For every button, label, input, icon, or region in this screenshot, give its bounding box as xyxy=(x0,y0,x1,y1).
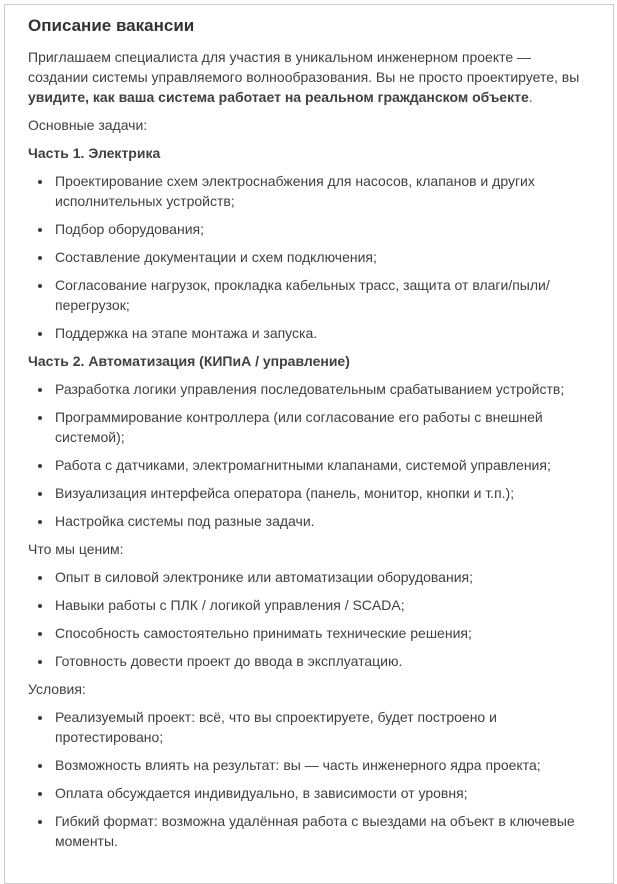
list-item: • Настройка системы под разные задачи. xyxy=(53,511,589,531)
values-label: Что мы ценим: xyxy=(28,541,124,557)
list-item: • Опыт в силовой электронике или автоматизации оборудования; xyxy=(53,567,589,587)
list-item: • Способность самостоятельно принимать технические решения; xyxy=(53,623,589,643)
list-item: • Составление документации и схем подключения; xyxy=(53,247,589,267)
intro-text: Приглашаем специалиста для участия в уникальном инженерном проекте — создании системы управляемого волнообразования. Вы не просто проектируете, вы xyxy=(28,49,580,85)
list-item: • Поддержка на этапе монтажа и запуска. xyxy=(53,323,589,343)
conditions-list xyxy=(28,707,589,851)
list-item: • Разработка логики управления последовательным срабатыванием устройств; xyxy=(53,379,589,399)
conditions-label: Условия: xyxy=(28,681,86,697)
list-item: • Проектирование схем электроснабжения для насосов, клапанов и других исполнительных устройств; xyxy=(53,171,589,211)
list-item: • Согласование нагрузок, прокладка кабельных трасс, защита от влаги/пыли/перегрузок; xyxy=(53,275,589,315)
list-item: • Готовность довести проект до ввода в эксплуатацию. xyxy=(53,651,589,671)
list-item: • Гибкий формат: возможна удалённая работа с выездами на объект в ключевые моменты. xyxy=(53,811,589,851)
list-item: • Оплата обсуждается индивидуально, в зависимости от уровня; xyxy=(53,783,589,803)
list-item: • Реализуемый проект: всё, что вы спроектируете, будет построено и протестировано; xyxy=(53,707,589,747)
intro-bold-text: увидите, как ваша система работает на реальном гражданском объекте xyxy=(28,89,529,105)
values-list xyxy=(28,567,589,671)
intro-period: . xyxy=(528,89,533,105)
tasks-label: Основные задачи: xyxy=(28,117,148,133)
page-title: Описание вакансии xyxy=(28,16,195,35)
list-item: • Возможность влиять на результат: вы — часть инженерного ядра проекта; xyxy=(53,755,589,775)
list-item: • Программирование контроллера (или согласование его работы с внешней системой); xyxy=(53,407,589,447)
list-item: • Навыки работы с ПЛК / логикой управления / SCADA; xyxy=(53,595,589,615)
part2-list xyxy=(28,379,589,531)
part2-heading: Часть 2. Автоматизация (КИПиА / управление) xyxy=(28,353,350,369)
list-item: • Работа с датчиками, электромагнитными клапанами, системой управления; xyxy=(53,455,589,475)
part1-heading: Часть 1. Электрика xyxy=(28,145,161,161)
intro-paragraph xyxy=(28,47,589,107)
vacancy-description-card xyxy=(4,4,614,884)
part1-list xyxy=(28,171,589,343)
list-item: • Визуализация интерфейса оператора (панель, монитор, кнопки и т.п.); xyxy=(53,483,589,503)
list-item: • Подбор оборудования; xyxy=(53,219,589,239)
